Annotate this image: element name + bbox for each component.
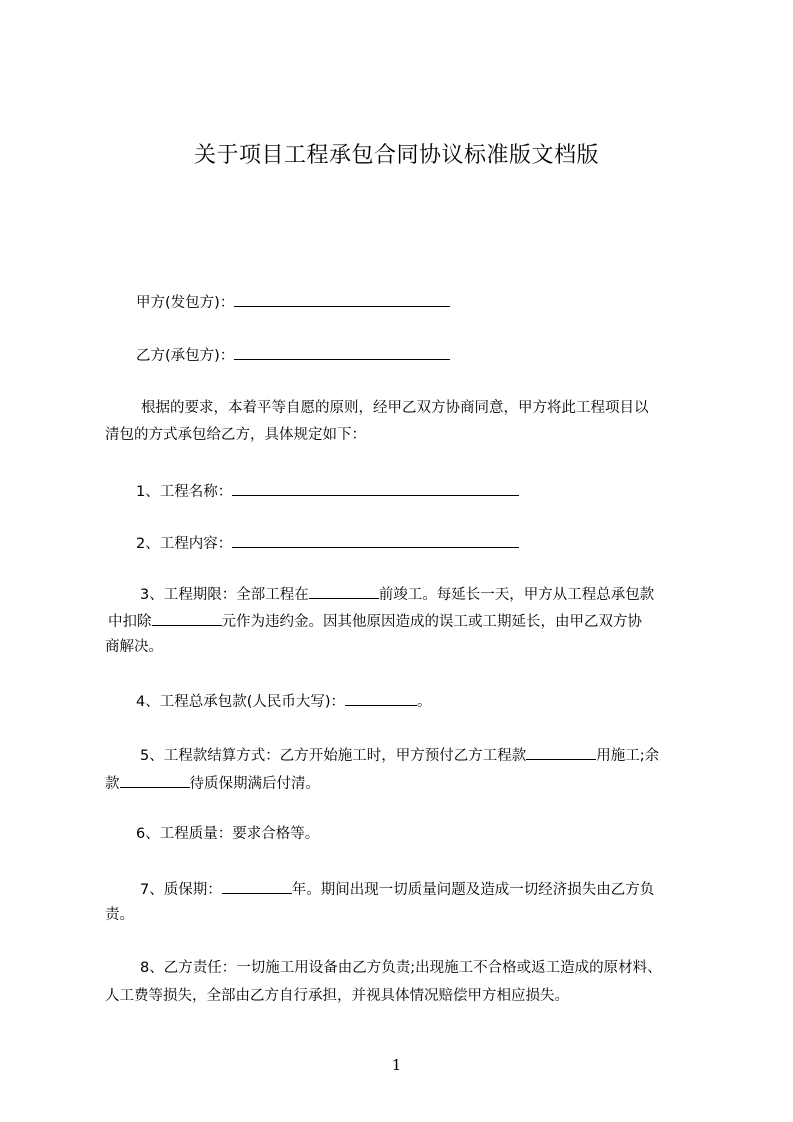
project-name-blank[interactable] xyxy=(232,480,519,496)
item-3-text-d: 元作为违约金。因其他原因造成的误工或工期延长，由甲乙双方协 xyxy=(221,614,642,630)
item-3-text-c: 中扣除 xyxy=(108,614,152,630)
item-3-text-a: 3、工程期限：全部工程在 xyxy=(140,587,309,603)
item-5-line-1 xyxy=(140,744,659,766)
item-5-text-a: 5、工程款结算方式：乙方开始施工时，甲方预付乙方工程款 xyxy=(140,748,527,764)
intro-line-1: 根据的要求，本着平等自愿的原则，经甲乙双方协商同意，甲方将此工程项目以 xyxy=(141,400,649,416)
item-2-line xyxy=(136,532,519,554)
party-b-blank[interactable] xyxy=(234,344,450,360)
item-3-line-3: 商解决。 xyxy=(105,639,163,655)
item-5-text-b: 用施工;余 xyxy=(596,748,660,764)
intro-line-2: 清包的方式承包给乙方，具体规定如下： xyxy=(105,427,366,443)
total-contract-amount-blank[interactable] xyxy=(345,690,417,706)
item-7-text-b: 年。期间出现一切质量问题及造成一切经济损失由乙方负 xyxy=(291,882,655,898)
item-7-line-1 xyxy=(140,878,654,900)
item-7-text-a: 7、质保期： xyxy=(140,882,222,898)
balance-payment-blank[interactable] xyxy=(120,772,190,788)
item-1-line xyxy=(136,480,519,502)
item-3-text-b: 前竣工。每延长一天，甲方从工程总承包款 xyxy=(378,587,655,603)
item-6-line: 6、工程质量：要求合格等。 xyxy=(136,826,320,842)
item-4-text-a: 4、工程总承包款(人民币大写)： xyxy=(136,694,346,710)
item-1-label: 1、工程名称： xyxy=(136,484,233,500)
item-7-line-2: 责。 xyxy=(105,907,134,923)
page-number: 1 xyxy=(391,1056,402,1074)
item-8-line-1: 8、乙方责任：一切施工用设备由乙方负责;出现施工不合格或返工造成的原材料、 xyxy=(140,960,662,976)
party-a-blank[interactable] xyxy=(234,291,450,307)
item-5-text-c: 款 xyxy=(105,776,120,792)
item-3-line-1 xyxy=(140,583,654,605)
party-b-line xyxy=(136,344,450,366)
document-title: 关于项目工程承包合同协议标准版文档版 xyxy=(193,143,599,168)
warranty-period-blank[interactable] xyxy=(222,878,292,894)
penalty-amount-blank[interactable] xyxy=(152,610,222,626)
party-a-label: 甲方(发包方)： xyxy=(136,295,235,311)
item-2-label: 2、工程内容： xyxy=(136,536,233,552)
advance-payment-blank[interactable] xyxy=(526,744,596,760)
item-5-line-2 xyxy=(105,772,320,794)
item-4-line xyxy=(136,690,432,712)
item-5-text-d: 待质保期满后付清。 xyxy=(189,776,320,792)
item-3-line-2 xyxy=(108,610,642,632)
item-8-line-2: 人工费等损失，全部由乙方自行承担，并视具体情况赔偿甲方相应损失。 xyxy=(105,988,569,1004)
party-a-line xyxy=(136,291,450,313)
party-b-label: 乙方(承包方)： xyxy=(136,348,235,364)
completion-date-blank[interactable] xyxy=(309,583,379,599)
item-4-text-b: 。 xyxy=(417,694,432,710)
project-content-blank[interactable] xyxy=(232,532,519,548)
